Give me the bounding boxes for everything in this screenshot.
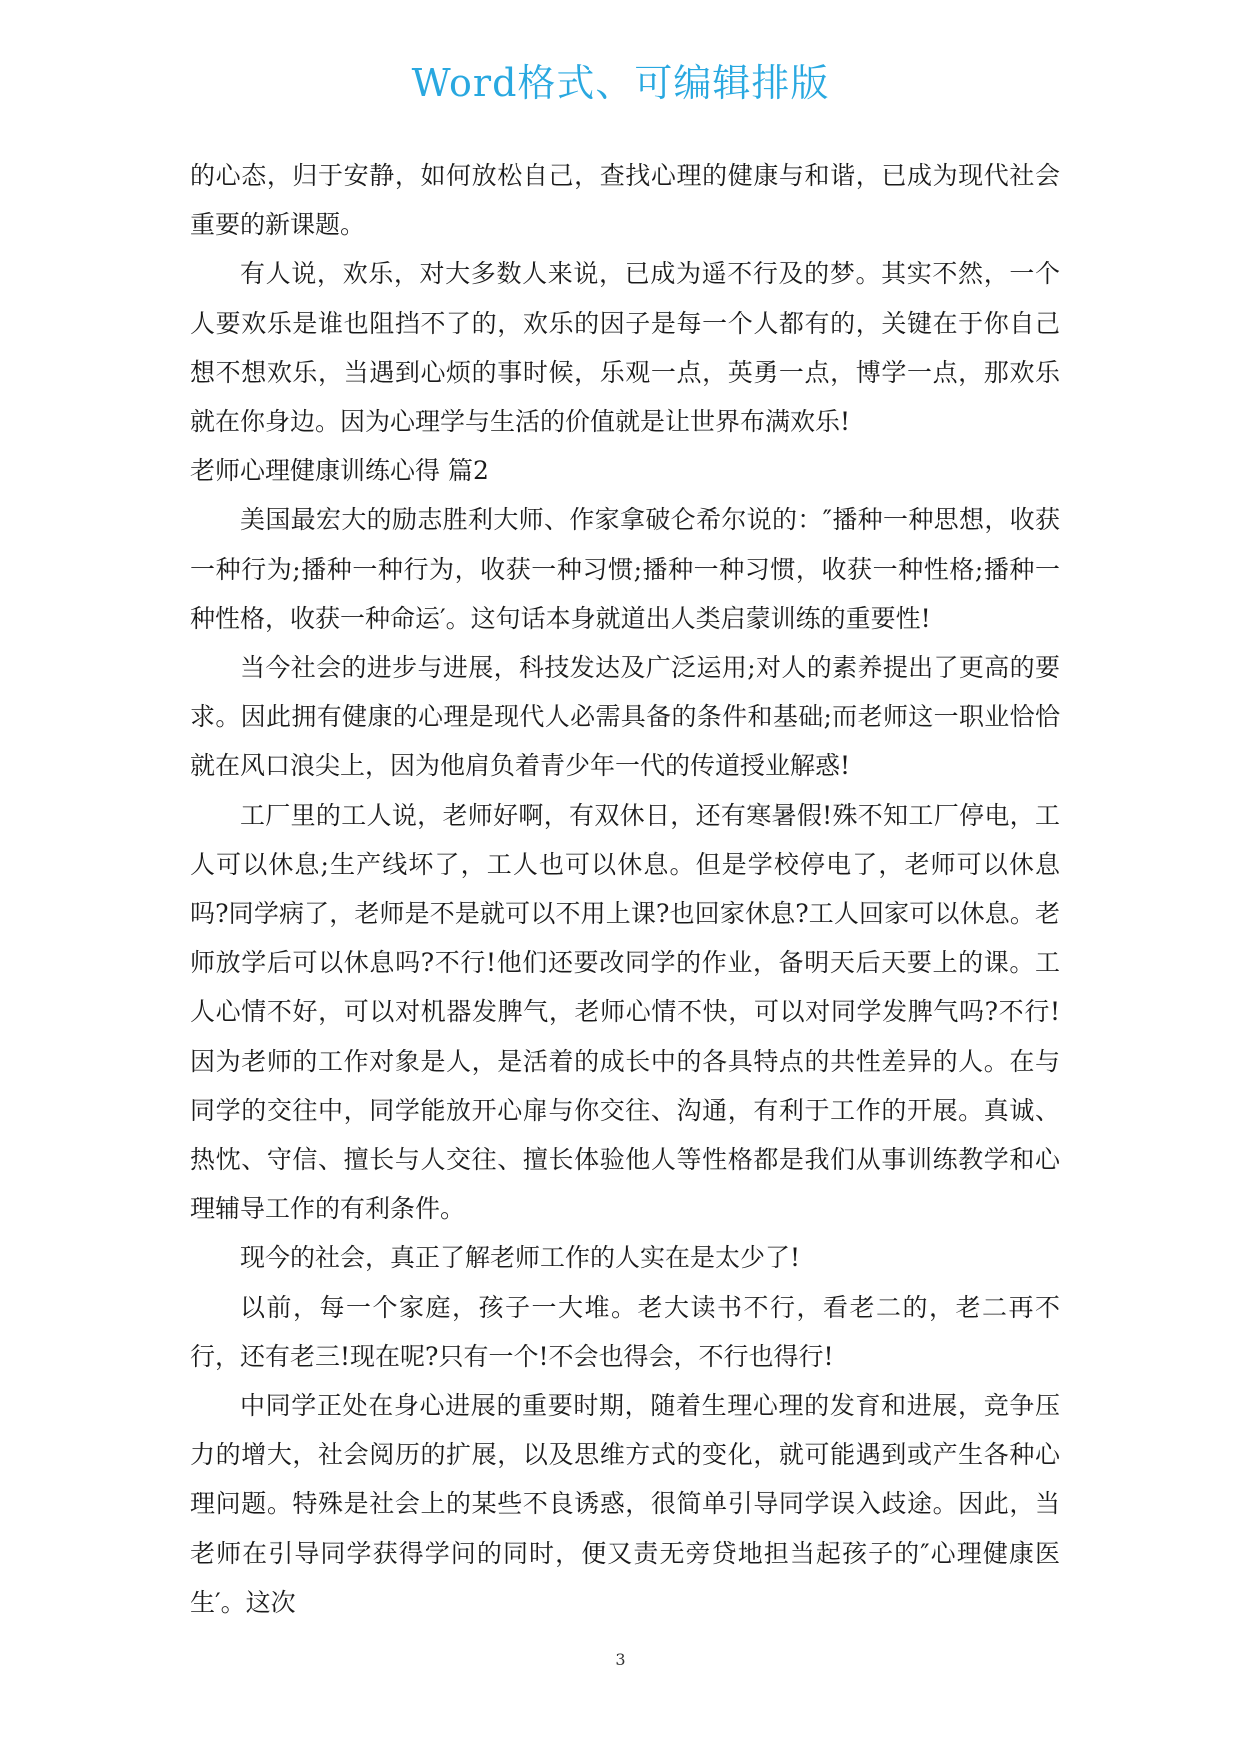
page-number: 3 bbox=[615, 1650, 626, 1669]
page-header-title: Word格式、可编辑排版 bbox=[411, 61, 830, 105]
section-heading: 老师心理健康训练心得 篇2 bbox=[190, 456, 489, 486]
paragraph: 现今的社会，真正了解老师工作的人实在是太少了! bbox=[240, 1243, 801, 1273]
paragraph: 有人说，欢乐，对大多数人来说，已成为遥不行及的梦。其实不然，一个人要欢乐是谁也阻挡不了的，欢乐的因子是每一个人都有的，关键在于你自己想不想欢乐，当遇到心烦的事时候，乐观一点，英勇一点，博学一点，那欢乐就在你身边。因为心理学与生活的价值就是让世界布满欢乐! bbox=[190, 259, 1060, 437]
paragraph: 以前，每一个家庭，孩子一大堆。老大读书不行，看老二的，老二再不行，还有老三!现在呢?只有一个!不会也得会，不行也得行! bbox=[190, 1292, 1060, 1371]
paragraph: 中同学正处在身心进展的重要时期，随着生理心理的发育和进展，竞争压力的增大，社会阅历的扩展，以及思维方式的变化，就可能遇到或产生各种心理问题。特殊是社会上的某些不良诱惑，很简单引导同学误入歧途。因此，当老师在引导同学获得学问的同时，便又责无旁贷地担当起孩子的″心理健康医生′。这次 bbox=[190, 1391, 1060, 1617]
paragraph: 当今社会的进步与进展，科技发达及广泛运用;对人的素养提出了更高的要求。因此拥有健康的心理是现代人必需具备的条件和基础;而老师这一职业恰恰就在风口浪尖上，因为他肩负着青少年一代的传道授业解惑! bbox=[190, 653, 1060, 781]
document-body bbox=[190, 151, 1060, 1627]
paragraph: 工厂里的工人说，老师好啊，有双休日，还有寒暑假!殊不知工厂停电，工人可以休息;生产线坏了，工人也可以休息。但是学校停电了，老师可以休息吗?同学病了，老师是不是就可以不用上课?也回家休息?工人回家可以休息。老师放学后可以休息吗?不行!他们还要改同学的作业，备明天后天要上的课。工人心情不好，可以对机器发脾气，老师心情不快，可以对同学发脾气吗?不行!因为老师的工作对象是人，是活着的成长中的各具特点的共性差异的人。在与同学的交往中，同学能放开心扉与你交往、沟通，有利于工作的开展。真诚、热忱、守信、擅长与人交往、擅长体验他人等性格都是我们从事训练教学和心理辅导工作的有利条件。 bbox=[190, 800, 1060, 1224]
paragraph: 美国最宏大的励志胜利大师、作家拿破仑希尔说的：″播种一种思想，收获一种行为;播种一种行为，收获一种习惯;播种一种习惯，收获一种性格;播种一种性格，收获一种命运′。这句话本身就道出人类启蒙训练的重要性! bbox=[190, 505, 1060, 633]
paragraph-continuation: 的心态，归于安静，如何放松自己，查找心理的健康与和谐，已成为现代社会重要的新课题。 bbox=[190, 161, 1060, 240]
